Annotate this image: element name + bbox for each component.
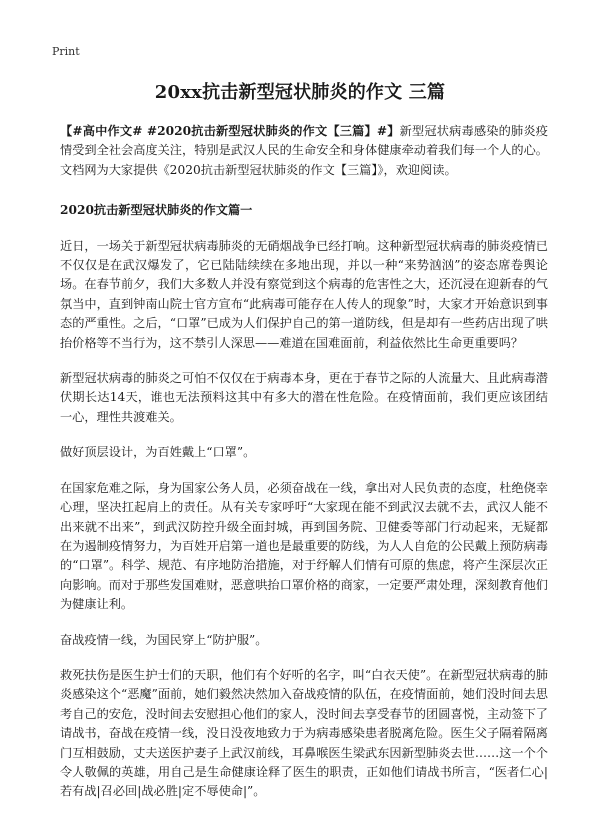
print-link[interactable]: Print [52, 45, 80, 58]
paragraph-4: 在国家危难之际，身为国家公务人员，必须奋战在一线，拿出对人民负责的态度，杜绝侥幸心理，坚决扛起肩上的责任。从有关专家呼吁“大家现在能不到武汉去就不去，武汉人能不出来就不出来”，到武汉防控升级全面封城，再到国务院、卫健委等部门行动起来，无疑都在为遏制疫情努力，为百姓开启第一道也是最重要的防线，为人人自危的公民戴上预防病毒的“口罩”。科学、规范、有序地防治措施，对于纾解人们情有可原的焦虑，将产生深层次正向影响。而对于那些发国难财，恶意哄抬口罩价格的商家，一定要严肃处理，深刻教育他们为健康让利。 [60, 480, 548, 612]
paragraph-1: 近日，一场关于新型冠状病毒肺炎的无硝烟战争已经打响。这种新型冠状病毒的肺炎疫情已不仅仅是在武汉爆发了，它已陆陆续续在多地出现，并以一种“来势汹汹”的姿态席卷舆论场。在春节前夕，我们大多数人并没有察觉到这个病毒的危害性之大，还沉浸在迎新春的气氛当中，直到钟南山院士官方宣布“此病毒可能存在人传人的现象”时，大家才开始意识到事态的严重性。之后，“口罩”已成为人们保护自己的第一道防线，但是却有一些药店出现了哄抬价格等不当行为，这不禁引人深思——难道在国难面前，利益依然比生命更重要吗？ [60, 238, 548, 350]
paragraph-2: 新型冠状病毒的肺炎之可怕不仅仅在于病毒本身，更在于春节之际的人流量大、且此病毒潜伏期长达14天，谁也无法预料这其中有多大的潜在性危险。在疫情面前，我们更应该团结一心，理性共渡难关。 [60, 371, 548, 424]
intro-tags: 【#高中作文# #2020抗击新型冠状肺炎的作文【三篇】#】 [60, 124, 400, 138]
article-body [60, 122, 548, 802]
paragraph-5: 奋战疫情一线，为国民穿上“防护服”。 [60, 632, 268, 647]
paragraph-6: 救死扶伤是医生护士们的天职，他们有个好听的名字，叫“白衣天使”。在新型冠状病毒的肺炎感染这个“恶魔”面前，她们毅然决然加入奋战疫情的队伍，在疫情面前，她们没时间去思考自己的安危，没时间去安慰担心他们的家人，没时间去享受春节的团圆喜悦，主动签下了请战书，奋战在疫情一线，没日没夜地致力于为病毒感染患者脱离危险。医生父子隔着隔离门互相鼓励，丈夫送医护妻子上武汉前线，耳鼻喉医生梁武东因新型肺炎去世……这一个个令人敬佩的英雄，用自己是生命健康诠释了医生的职责，正如他们请战书所言，“医者仁心|若有战|召必回|战必胜|定不辱使命|”。 [60, 667, 548, 799]
intro-paragraph [60, 122, 548, 180]
section-heading: 2020抗击新型冠状肺炎的作文篇一 [60, 203, 253, 218]
intro-text: 新型冠状病毒感染的肺炎疫情受到全社会高度关注，特别是武汉人民的生命安全和身体健康牵动着我们每一个人的心。文档网为大家提供《2020抗击新型冠状肺炎的作文【三篇】》，欢迎阅读。 [60, 124, 548, 177]
page-title: 20xx抗击新型冠状肺炎的作文 三篇 [154, 82, 446, 103]
paragraph-3: 做好顶层设计，为百姓戴上“口罩”。 [60, 445, 256, 460]
